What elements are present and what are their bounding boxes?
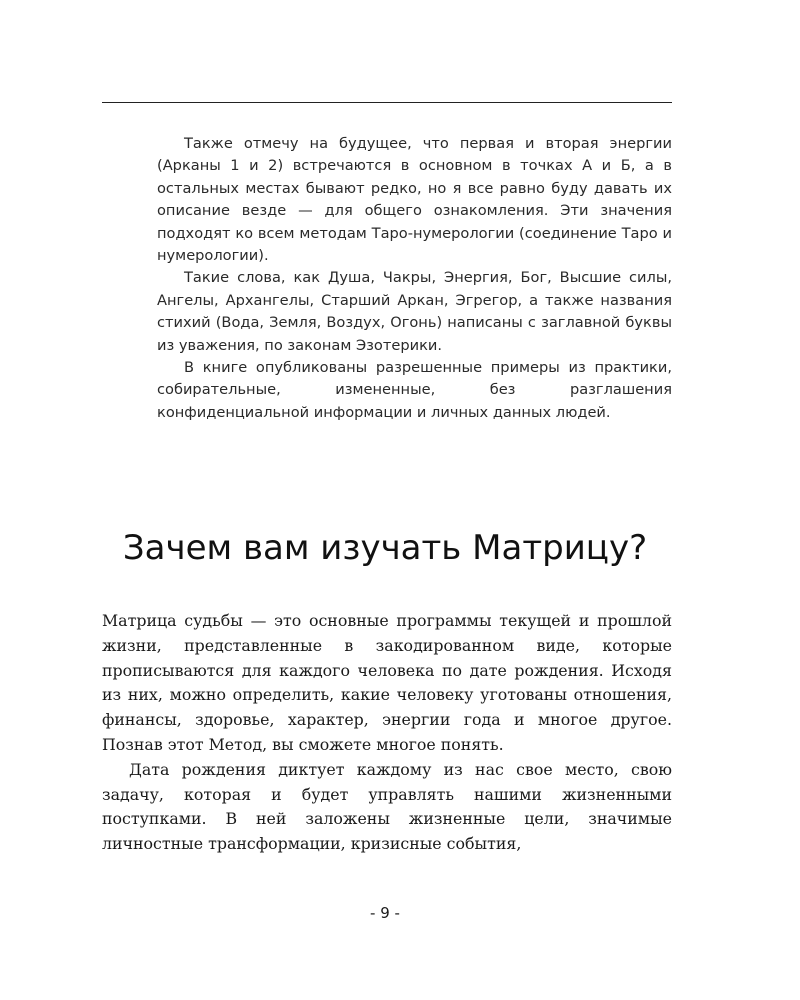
intro-paragraph: Такие слова, как Душа, Чакры, Энергия, Бог, Высшие силы, Ангелы, Архангелы, Старший Аркан, Эгрегор, а также названия стихий (Вода, Земля, Воздух, Огонь) написаны с заглавной буквы из уважения, по законам Эзотерики. bbox=[157, 269, 672, 354]
intro-text-block bbox=[157, 133, 672, 424]
intro-paragraph: Также отмечу на будущее, что первая и вторая энергии (Арканы 1 и 2) встречаются в основном в точках А и Б, а в остальных местах бывают редко, но я все равно буду давать их описание везде — для общего ознакомления. Эти значения подходят ко всем методам Таро-нумерологии (соединение Таро и нумерологии). bbox=[157, 135, 672, 265]
section-heading: Зачем вам изучать Матрицу? bbox=[122, 528, 648, 568]
intro-paragraph: В книге опубликованы разрешенные примеры из практики, собирательные, измененные, без разглашения конфиденциальной информации и личных данных людей. bbox=[157, 359, 672, 421]
section-body bbox=[102, 609, 672, 857]
page-number: - 9 - bbox=[370, 904, 400, 922]
header-rule bbox=[102, 102, 672, 103]
body-paragraph: Матрица судьбы — это основные программы текущей и прошлой жизни, представленные в закодированном виде, которые прописываются для каждого человека по дате рождения. Исходя из них, можно определить, какие человеку уготованы отношения, финансы, здоровье, характер, энергии года и многое другое. Познав этот Метод, вы сможете многое понять. bbox=[102, 611, 672, 754]
body-paragraph: Дата рождения диктует каждому из нас свое место, свою задачу, которая и будет управлять нашими жизненными поступками. В ней заложены жизненные цели, значимые личностные трансформации, кризисные события, bbox=[102, 759, 672, 854]
